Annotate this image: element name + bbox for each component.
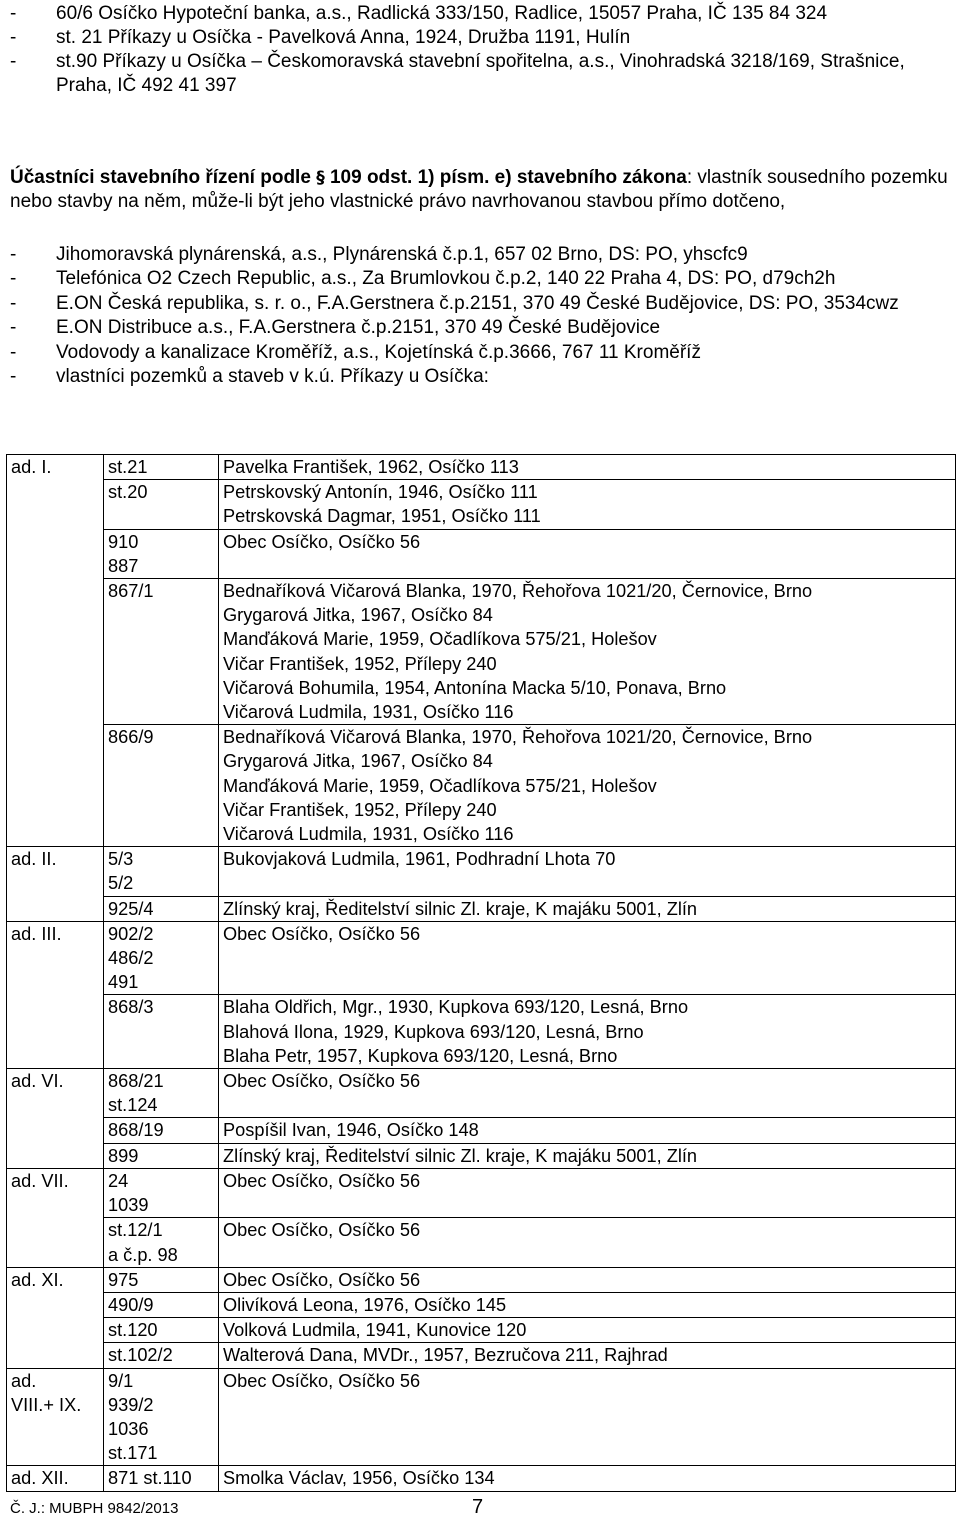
parcel-cell-line: st.171: [108, 1443, 158, 1464]
owner-cell-line: Zlínský kraj, Ředitelství silnic Zl. kraje, K majáku 5001, Zlín: [223, 1145, 698, 1166]
owner-cell-line: Petrskovská Dagmar, 1951, Osíčko 111: [223, 506, 541, 527]
table-row: [7, 1466, 956, 1491]
ad-cell: [7, 1466, 104, 1491]
parcel-cell-line: st.124: [108, 1095, 158, 1116]
table-row: [7, 921, 956, 995]
parcel-cell: [104, 896, 219, 921]
table-row: [7, 1292, 956, 1317]
parcel-cell: [104, 1466, 219, 1491]
parcel-cell: [104, 529, 219, 578]
table-row: [7, 1267, 956, 1292]
list-item: [10, 292, 950, 316]
participants-list: [10, 243, 950, 389]
table-row: [7, 529, 956, 578]
parcel-cell: [104, 995, 219, 1069]
owner-cell-line: Smolka Václav, 1956, Osíčko 134: [223, 1468, 495, 1489]
list-dash: -: [10, 292, 17, 314]
heading-rest: : vlastník sousedního pozemku nebo stavby na něm, může-li být jeho vlastnické právo navrhovanou stavbou přímo dotčeno,: [10, 167, 948, 212]
parcel-cell: [104, 1292, 219, 1317]
owner-cell-line: Vičar František, 1952, Přílepy 240: [223, 799, 497, 820]
list-item: [10, 341, 950, 365]
owner-cell-line: Manďáková Marie, 1959, Očadlíkova 575/21, Holešov: [223, 775, 657, 796]
parcel-cell-line: 5/2: [108, 873, 134, 894]
owner-cell-line: Obec Osíčko, Osíčko 56: [223, 1071, 421, 1092]
table-row: [7, 1218, 956, 1267]
list-item-text: vlastníci pozemků a staveb v k.ú. Příkazy u Osíčka:: [56, 366, 489, 388]
ad-cell-line: ad. VI.: [11, 1071, 64, 1092]
ad-cell-line: ad. III.: [11, 923, 62, 944]
owner-cell-line: Blahová Ilona, 1929, Kupkova 693/120, Lesná, Brno: [223, 1021, 644, 1042]
list-dash: -: [10, 27, 17, 48]
list-item: [10, 26, 950, 50]
parcel-cell-line: 5/3: [108, 849, 134, 870]
parcel-cell-line: 490/9: [108, 1294, 154, 1315]
ad-cell: [7, 921, 104, 995]
owner-cell: [219, 1267, 956, 1292]
owner-cell-line: Volková Ludmila, 1941, Kunovice 120: [223, 1320, 527, 1341]
table-row: [7, 995, 956, 1069]
parcel-cell-line: 491: [108, 972, 139, 993]
ad-cell: [7, 1168, 104, 1217]
parcel-cell-line: 24: [108, 1170, 129, 1191]
list-item: [10, 316, 950, 340]
ad-cell: [7, 1318, 104, 1343]
parcel-cell: [104, 847, 219, 896]
parcel-cell: [104, 1069, 219, 1118]
parcel-cell-line: st.102/2: [108, 1345, 173, 1366]
ad-cell-line: ad. VII.: [11, 1170, 69, 1191]
owner-cell-line: Bednaříková Vičarová Blanka, 1970, Řehořova 1021/20, Černovice, Brno: [223, 581, 813, 602]
parcel-cell: [104, 1143, 219, 1168]
ad-cell: [7, 1118, 104, 1143]
ad-cell: [7, 1218, 104, 1267]
owner-cell-line: Bukovjaková Ludmila, 1961, Podhradní Lhota 70: [223, 849, 616, 870]
ad-cell-line: ad.: [11, 1370, 37, 1391]
list-dash: -: [10, 244, 17, 265]
heading-bold: Účastníci stavebního řízení podle: [10, 167, 311, 188]
parcel-cell-line: 899: [108, 1145, 139, 1166]
ad-cell: [7, 1368, 104, 1466]
owners-table: [6, 454, 956, 1492]
owner-cell-line: Obec Osíčko, Osíčko 56: [223, 1269, 421, 1290]
owner-cell: [219, 1466, 956, 1491]
list-dash: -: [10, 341, 17, 363]
owner-cell-line: Bednaříková Vičarová Blanka, 1970, Řehořova 1021/20, Černovice, Brno: [223, 727, 813, 748]
ad-cell-line: ad. XI.: [11, 1269, 64, 1290]
parcel-cell-line: 866/9: [108, 727, 154, 748]
owner-cell: [219, 529, 956, 578]
parcel-cell-line: 902/2: [108, 923, 154, 944]
parcel-cell: [104, 1118, 219, 1143]
top-list: [10, 2, 950, 98]
owner-cell-line: Manďáková Marie, 1959, Očadlíkova 575/21, Holešov: [223, 629, 657, 650]
heading-bold-2: 109 odst. 1) písm. e) stavebního zákona: [324, 167, 687, 188]
parcel-cell-line: 868/21: [108, 1071, 164, 1092]
owner-cell: [219, 1218, 956, 1267]
parcel-cell: [104, 1343, 219, 1368]
ad-cell-line: ad. I.: [11, 457, 52, 477]
parcel-cell-line: 9/1: [108, 1370, 134, 1391]
list-item-text: Telefónica O2 Czech Republic, a.s., Za Brumlovkou č.p.2, 140 22 Praha 4, DS: PO, d79ch2h: [56, 268, 836, 290]
owner-cell: [219, 995, 956, 1069]
owners-table-body: [7, 455, 956, 1492]
page-number: 7: [472, 1496, 484, 1518]
owner-cell-line: Petrskovský Antonín, 1946, Osíčko 111: [223, 482, 538, 503]
list-item-text: st. 21 Příkazy u Osíčka - Pavelková Anna, 1924, Družba 1191, Hulín: [56, 27, 631, 48]
parcel-cell-line: 925/4: [108, 898, 154, 919]
owner-cell: [219, 896, 956, 921]
owner-cell-line: Obec Osíčko, Osíčko 56: [223, 1220, 421, 1241]
list-item: [10, 243, 950, 267]
parcel-cell: [104, 921, 219, 995]
parcel-cell: [104, 455, 219, 480]
parcel-cell-line: 1036: [108, 1418, 149, 1439]
list-item-text: E.ON Distribuce a.s., F.A.Gerstnera č.p.2151, 370 49 České Budějovice: [56, 317, 661, 339]
owner-cell-line: Vičarová Ludmila, 1931, Osíčko 116: [223, 824, 514, 845]
ad-cell: [7, 725, 104, 847]
list-dash: -: [10, 317, 17, 339]
list-item-text: Jihomoravská plynárenská, a.s., Plynárenská č.p.1, 657 02 Brno, DS: PO, yhscfc9: [56, 244, 748, 265]
parcel-cell: [104, 579, 219, 725]
ad-cell-line: ad. XII.: [11, 1468, 69, 1489]
table-row: [7, 1069, 956, 1118]
ad-cell: [7, 1267, 104, 1292]
owner-cell-line: Vičarová Ludmila, 1931, Osíčko 116: [223, 702, 514, 723]
ad-cell: [7, 995, 104, 1069]
ad-cell: [7, 455, 104, 480]
ad-cell: [7, 579, 104, 725]
owner-cell: [219, 1143, 956, 1168]
owner-cell-line: Obec Osíčko, Osíčko 56: [223, 923, 421, 944]
list-item-text: 60/6 Osíčko Hypoteční banka, a.s., Radlická 333/150, Radlice, 15057 Praha, IČ 135 84 324: [56, 3, 828, 24]
owner-cell: [219, 480, 956, 529]
owner-cell-line: Walterová Dana, MVDr., 1957, Bezručova 211, Rajhrad: [223, 1345, 668, 1366]
owner-cell: [219, 1168, 956, 1217]
ad-cell: [7, 847, 104, 896]
parcel-cell-line: 486/2: [108, 948, 154, 969]
owner-cell-line: Grygarová Jitka, 1967, Osíčko 84: [223, 605, 493, 626]
section-sign: §: [316, 168, 325, 188]
owner-cell-line: Grygarová Jitka, 1967, Osíčko 84: [223, 751, 493, 772]
ad-cell: [7, 1292, 104, 1317]
owner-cell: [219, 725, 956, 847]
owner-cell: [219, 1318, 956, 1343]
table-row: [7, 1168, 956, 1217]
owner-cell-line: Blaha Oldřich, Mgr., 1930, Kupkova 693/120, Lesná, Brno: [223, 997, 689, 1018]
parcel-cell-line: st.12/1: [108, 1220, 163, 1241]
table-row: [7, 480, 956, 529]
owner-cell-line: Olivíková Leona, 1976, Osíčko 145: [223, 1294, 507, 1315]
owner-cell-line: Blaha Petr, 1957, Kupkova 693/120, Lesná, Brno: [223, 1045, 618, 1066]
table-row: [7, 1343, 956, 1368]
owner-cell: [219, 847, 956, 896]
owner-cell: [219, 1069, 956, 1118]
owner-cell: [219, 579, 956, 725]
parcel-cell-line: st.21: [108, 457, 148, 477]
owner-cell-line: Obec Osíčko, Osíčko 56: [223, 531, 421, 552]
table-row: [7, 1143, 956, 1168]
owner-cell-line: Obec Osíčko, Osíčko 56: [223, 1370, 421, 1391]
parcel-cell-line: 975: [108, 1269, 139, 1290]
table-row: [7, 1118, 956, 1143]
owner-cell: [219, 1118, 956, 1143]
parcel-cell-line: a č.p. 98: [108, 1244, 178, 1265]
table-row: [7, 1318, 956, 1343]
parcel-cell-line: 867/1: [108, 581, 154, 602]
parcel-cell-line: 910: [108, 531, 139, 552]
list-item: [10, 2, 950, 26]
ad-cell-line: VIII.+ IX.: [11, 1394, 82, 1415]
ad-cell: [7, 1343, 104, 1368]
document-reference: Č. J.: MUBPH 9842/2013: [10, 1500, 179, 1517]
parcel-cell-line: 939/2: [108, 1394, 154, 1415]
parcel-cell: [104, 1168, 219, 1217]
ad-cell: [7, 480, 104, 529]
table-row: [7, 455, 956, 480]
list-dash: -: [10, 3, 17, 24]
owner-cell-line: Vičarová Bohumila, 1954, Antonína Macka 5/10, Ponava, Brno: [223, 677, 727, 698]
owner-cell-line: Vičar František, 1952, Přílepy 240: [223, 653, 497, 674]
participants-heading: [10, 166, 950, 214]
ad-cell: [7, 529, 104, 578]
parcel-cell: [104, 1318, 219, 1343]
table-row: [7, 1368, 956, 1466]
parcel-cell: [104, 725, 219, 847]
owner-cell: [219, 921, 956, 995]
parcel-cell-line: st.20: [108, 482, 148, 503]
list-item-text: Vodovody a kanalizace Kroměříž, a.s., Kojetínská č.p.3666, 767 11 Kroměříž: [56, 341, 701, 363]
parcel-cell: [104, 1368, 219, 1466]
table-row: [7, 579, 956, 725]
parcel-cell-line: 868/3: [108, 997, 154, 1018]
ad-cell: [7, 1143, 104, 1168]
list-item: [10, 365, 950, 389]
parcel-cell: [104, 480, 219, 529]
owner-cell-line: Pospíšil Ivan, 1946, Osíčko 148: [223, 1120, 479, 1141]
owner-cell: [219, 455, 956, 480]
table-row: [7, 847, 956, 896]
table-row: [7, 725, 956, 847]
owner-cell: [219, 1292, 956, 1317]
parcel-cell: [104, 1218, 219, 1267]
list-item-text: E.ON Česká republika, s. r. o., F.A.Gerstnera č.p.2151, 370 49 České Budějovice, DS: PO, 3534cwz: [56, 292, 899, 314]
table-row: [7, 896, 956, 921]
list-dash: -: [10, 51, 17, 72]
parcel-cell-line: 871 st.110: [108, 1468, 192, 1489]
parcel-cell-line: 1039: [108, 1195, 149, 1216]
list-dash: -: [10, 366, 17, 388]
parcel-cell-line: 887: [108, 555, 139, 576]
owner-cell-line: Zlínský kraj, Ředitelství silnic Zl. kraje, K majáku 5001, Zlín: [223, 898, 698, 919]
list-item: [10, 50, 950, 98]
list-item: [10, 267, 950, 291]
ad-cell: [7, 1069, 104, 1118]
owner-cell-line: Pavelka František, 1962, Osíčko 113: [223, 457, 519, 477]
list-item-text: st.90 Příkazy u Osíčka – Českomoravská stavební spořitelna, a.s., Vinohradská 3218/169, Strašnice, Praha, IČ 492 41 397: [56, 51, 905, 96]
parcel-cell-line: st.120: [108, 1320, 158, 1341]
owner-cell: [219, 1368, 956, 1466]
parcel-cell-line: 868/19: [108, 1120, 164, 1141]
parcel-cell: [104, 1267, 219, 1292]
owner-cell: [219, 1343, 956, 1368]
owner-cell-line: Obec Osíčko, Osíčko 56: [223, 1170, 421, 1191]
ad-cell-line: ad. II.: [11, 849, 57, 870]
ad-cell: [7, 896, 104, 921]
list-dash: -: [10, 268, 17, 290]
